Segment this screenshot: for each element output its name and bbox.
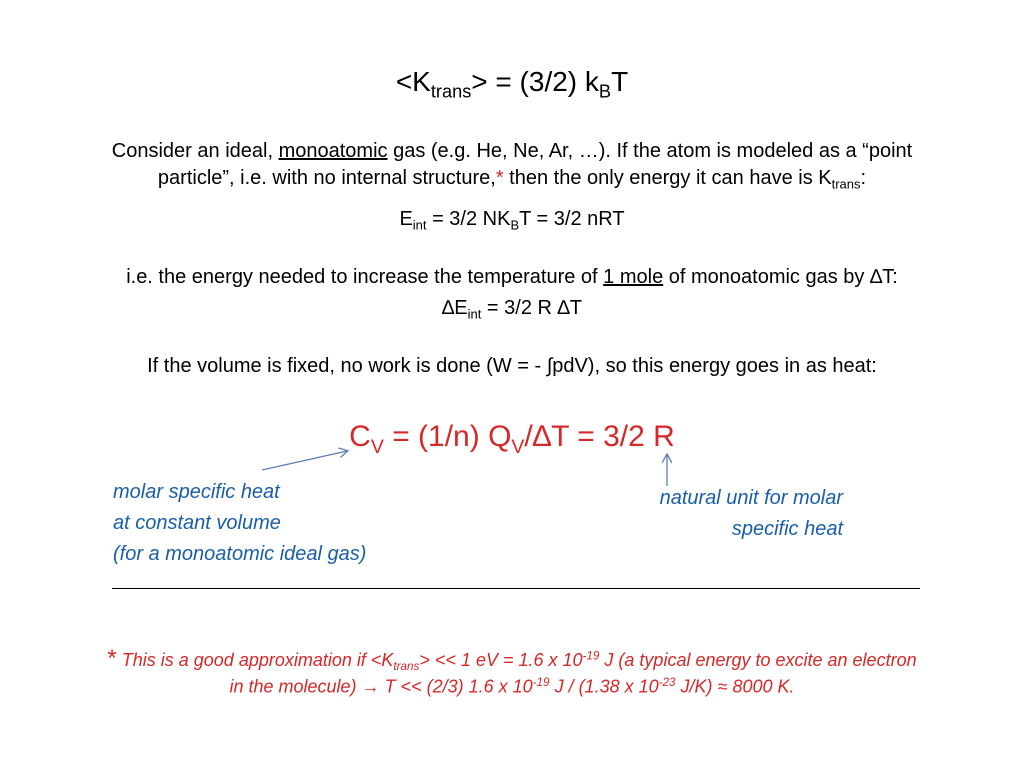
delta-symbol: ∆ [869,266,883,288]
arrow-right-icon: → [361,676,380,697]
underlined-1-mole: 1 mole [603,266,664,288]
footnote-divider [112,588,920,589]
footnote-line-1: * This is a good approximation if $<K_{trans}> << 1$ eV = 1.6 x $10^{-19}$ J (a typical energy to excite an electron [107,645,917,674]
footnote-star: * [107,645,117,672]
eint-equation: $E_{int} = 3/2$ $NK_BT = 3/2$ nRT [399,208,625,233]
underlined-monoatomic: monoatomic [278,140,388,162]
delta-symbol: ∆ [532,420,552,453]
volume-line: If the volume is fixed, no work is done (W = - ∫pdV), so this energy goes in as heat: [147,355,877,377]
intro-line-2: particle”, i.e. with no internal structure,* then the only energy it can have is $K_{trans}$: [157,167,867,192]
cv-equation: $C_V = (1/n) Q_V/\Delta T = 3/2$ R [349,420,675,458]
mole-line: i.e. the energy needed to increase the temperature of 1 mole of monoatomic gas by ∆T: [126,266,898,288]
delta-symbol: ∆ [557,297,570,319]
note-natural-unit: natural unit for molar specific heat [659,487,843,540]
slide-title: $<K_{trans}> = (3/2)$ $k_BT$ [395,66,629,102]
note-molar-specific-heat: molar specific heat at constant volume (for a monoatomic ideal gas) [113,481,367,565]
delta-symbol: ∆ [442,297,455,319]
intro-line-1: Consider an ideal, monoatomic gas (e.g. He, Ne, Ar, …). If the atom is modeled as a “point [111,140,913,162]
delta-eint-equation: $\Delta E_{int} = 3/2$ R ∆T [442,297,582,322]
footnote-line-2: in the molecule) → T << (2/3) 1.6 x $10^{-19}$ J / (1.38 x $10^{-23}$ J/K) ≈ 8000 K. [229,676,795,697]
approx-symbol: ≈ [717,676,728,697]
footnote-marker: * [495,167,504,189]
integral-symbol: ∫ [546,355,553,377]
